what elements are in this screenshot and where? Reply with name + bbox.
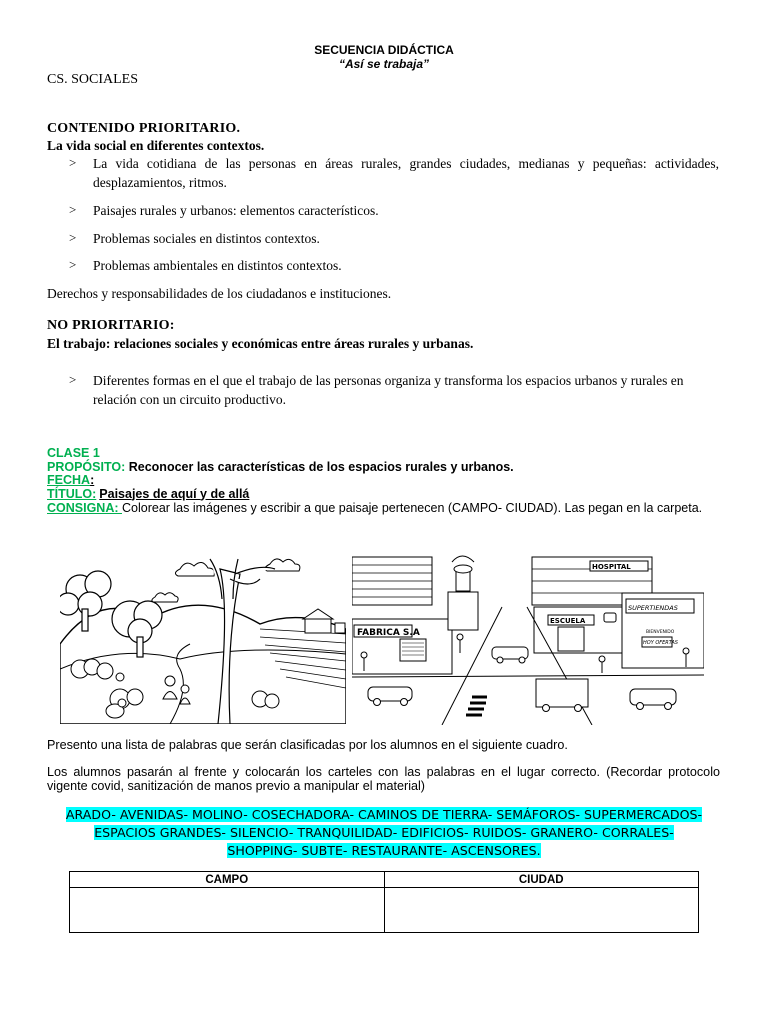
subject-label: CS. SOCIALES <box>47 72 139 87</box>
school-sign: ESCUELA <box>550 617 586 625</box>
city-landscape-drawing <box>352 547 704 725</box>
hospital-sign: HOSPITAL <box>592 563 631 571</box>
bullet-marker: > <box>69 372 77 387</box>
fecha-colon: : <box>90 473 95 487</box>
rural-landscape-drawing <box>60 549 346 724</box>
no-prioritario-subheading: El trabajo: relaciones sociales y económicas entre áreas rurales y urbanas. <box>47 336 474 351</box>
consigna-label: CONSIGNA: <box>47 501 122 515</box>
fecha-label: FECHA <box>47 473 91 487</box>
prioritario-item: Problemas ambientales en distintos contextos. <box>93 258 342 273</box>
rural-landscape-image <box>60 549 346 724</box>
no-prioritario-item: Diferentes formas en el que el trabajo de las personas organiza y transforma los espacios urbanos y rurales en relación con un circuito productivo. <box>93 373 684 407</box>
prioritario-closing: Derechos y responsabilidades de los ciudadanos e instituciones. <box>47 286 392 301</box>
column-header-ciudad: CIUDAD <box>384 872 699 888</box>
instructions-p2: Los alumnos pasarán al frente y colocarán los carteles con las palabras en el lugar correcto. (Recordar protocolo vigente covid, sanitización de manos previo a manipular el material) <box>47 765 720 793</box>
bullet-marker: > <box>69 257 77 272</box>
table-cell-campo[interactable] <box>70 888 385 933</box>
bullet-marker: > <box>69 155 77 170</box>
bullet-marker: > <box>69 202 77 217</box>
clase-label: CLASE 1 <box>47 446 100 460</box>
welcome-sign: BIENVENIDO <box>646 630 675 635</box>
instructions-p1: Presento una lista de palabras que serán clasificadas por los alumnos en el siguiente cuadro. <box>47 738 568 752</box>
proposito-label: PROPÓSITO: <box>47 459 126 474</box>
word-list-line: ESPACIOS GRANDES- SILENCIO- TRANQUILIDAD- EDIFICIOS- RUIDOS- GRANERO- CORRALES- <box>94 825 674 840</box>
document-title: SECUENCIA DIDÁCTICA <box>314 43 454 57</box>
bullet-marker: > <box>69 230 77 245</box>
word-list-line: SHOPPING- SUBTE- RESTAURANTE- ASCENSORES. <box>227 843 541 858</box>
prioritario-item: Paisajes rurales y urbanos: elementos característicos. <box>93 203 379 218</box>
titulo-text: Paisajes de aquí y de allá <box>99 486 250 501</box>
titulo-label: TÍTULO: <box>47 486 97 501</box>
prioritario-subheading: La vida social en diferentes contextos. <box>47 138 265 153</box>
table-header-row <box>70 872 699 888</box>
city-landscape-image <box>352 547 704 725</box>
word-list <box>40 806 728 860</box>
word-list-line: ARADO- AVENIDAS- MOLINO- COSECHADORA- CAMINOS DE TIERRA- SEMÁFOROS- SUPERMERCADOS- <box>65 807 703 822</box>
prioritario-item: Problemas sociales en distintos contextos. <box>93 231 320 246</box>
classification-table <box>69 871 699 933</box>
no-prioritario-heading: NO PRIORITARIO: <box>47 318 175 333</box>
offers-sign: HOY OFERTAS <box>643 640 678 646</box>
factory-sign: FABRICA S.A <box>357 628 420 638</box>
table-cell-ciudad[interactable] <box>384 888 699 933</box>
consigna-text: Colorear las imágenes y escribir a que paisaje pertenecen (CAMPO- CIUDAD). Las pegan en la carpeta. <box>122 501 703 515</box>
column-header-campo: CAMPO <box>70 872 385 888</box>
table-row <box>70 888 699 933</box>
prioritario-item: La vida cotidiana de las personas en áreas rurales, grandes ciudades, medianas y pequeñas: actividades, desplazamientos, ritmos. <box>93 156 719 190</box>
document-subtitle: “Así se trabaja” <box>338 57 430 71</box>
clase-block <box>47 447 727 515</box>
super-sign: SUPERTIENDAS <box>628 604 678 612</box>
prioritario-heading: CONTENIDO PRIORITARIO. <box>47 121 241 136</box>
proposito-text: Reconocer las características de los espacios rurales y urbanos. <box>125 459 514 474</box>
